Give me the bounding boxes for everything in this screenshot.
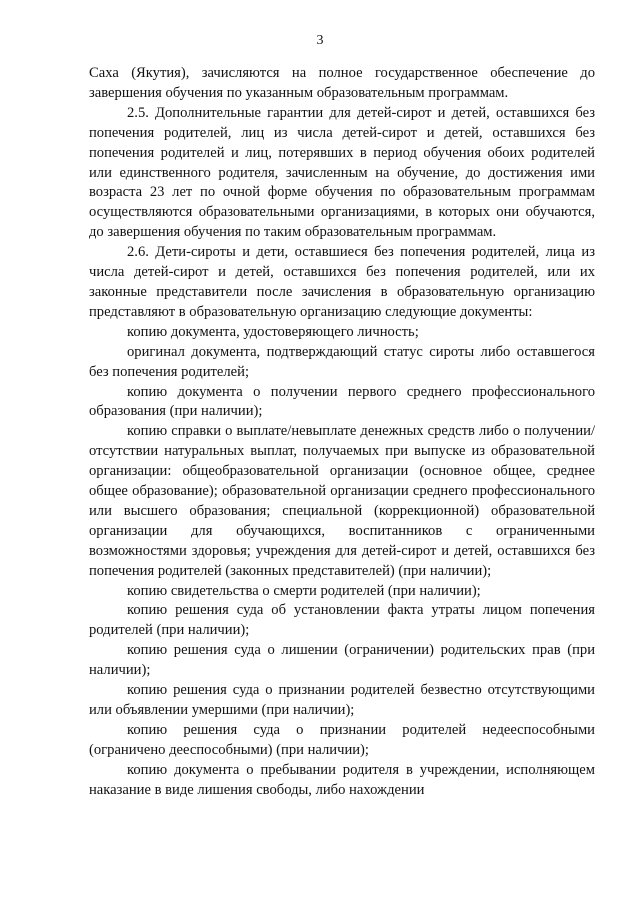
list-item-first-education-document: копию документа о получении первого среднего профессионального образования (при наличии); bbox=[89, 383, 595, 420]
paragraph-2-5: 2.5. Дополнительные гарантии для детей-сирот и детей, оставшихся без попечения родителей, лиц из числа детей-сирот и детей, оставшихся без попечения родителей и лиц, потерявших в период обучения обоих родителей или единственного родителя, зачисленным на обучение, до достижения ими возраста 23 лет по очной форме обучения по образовательным программам осуществляются образовательными организациями, в которых они обучаются, до завершения обучения по таким образовательным программам. bbox=[89, 104, 595, 241]
paragraph-continuation: Саха (Якутия), зачисляются на полное государственное обеспечение до завершения обучения по указанным образовательным программам. bbox=[89, 65, 595, 101]
paragraph-2-6: 2.6. Дети-сироты и дети, оставшиеся без попечения родителей, лица из числа детей-сирот и детей, оставшихся без попечения родителей, или их законные представители после зачисления в образовательную организацию представляют в образовательную организацию следующие документы: bbox=[89, 244, 595, 320]
list-item-court-deprivation-of-rights: копию решения суда о лишении (ограничении) родительских прав (при наличии); bbox=[89, 642, 595, 679]
list-item-orphan-status-document: оригинал документа, подтверждающий статус сироты либо оставшегося без попечения родителей; bbox=[89, 343, 595, 380]
list-item-court-loss-of-care: копию решения суда об установлении факта утраты лицом попечения родителей (при наличии); bbox=[89, 602, 595, 639]
document-body bbox=[89, 64, 595, 801]
list-item-identity-document: копию документа, удостоверяющего личность; bbox=[127, 323, 419, 340]
page-number: 3 bbox=[316, 33, 324, 48]
list-item-court-incapacity: копию решения суда о признании родителей недееспособными (ограничено дееспособными) (при наличии); bbox=[89, 721, 595, 758]
list-item-imprisonment-document: копию документа о пребывании родителя в учреждении, исполняющем наказание в виде лишения свободы, либо нахождении bbox=[89, 761, 595, 798]
list-item-court-missing-or-deceased: копию решения суда о признании родителей безвестно отсутствующими или объявлении умершими (при наличии); bbox=[89, 682, 595, 718]
list-item-death-certificate: копию свидетельства о смерти родителей (при наличии); bbox=[127, 582, 481, 599]
list-item-payment-certificate: копию справки о выплате/невыплате денежных средств либо о получении/отсутствии натуральных выплат, получаемых при выпуске из образовательной организации: общеобразовательной организации (основное общее, среднее общее образование); образовательной организации среднего профессионального или высшего образования; специальной (коррекционной) образовательной организации для обучающихся, воспитанников с ограниченными возможностями здоровья; учреждения для детей-сирот и детей, оставшихся без попечения родителей (законных представителей) (при наличии); bbox=[89, 423, 595, 579]
